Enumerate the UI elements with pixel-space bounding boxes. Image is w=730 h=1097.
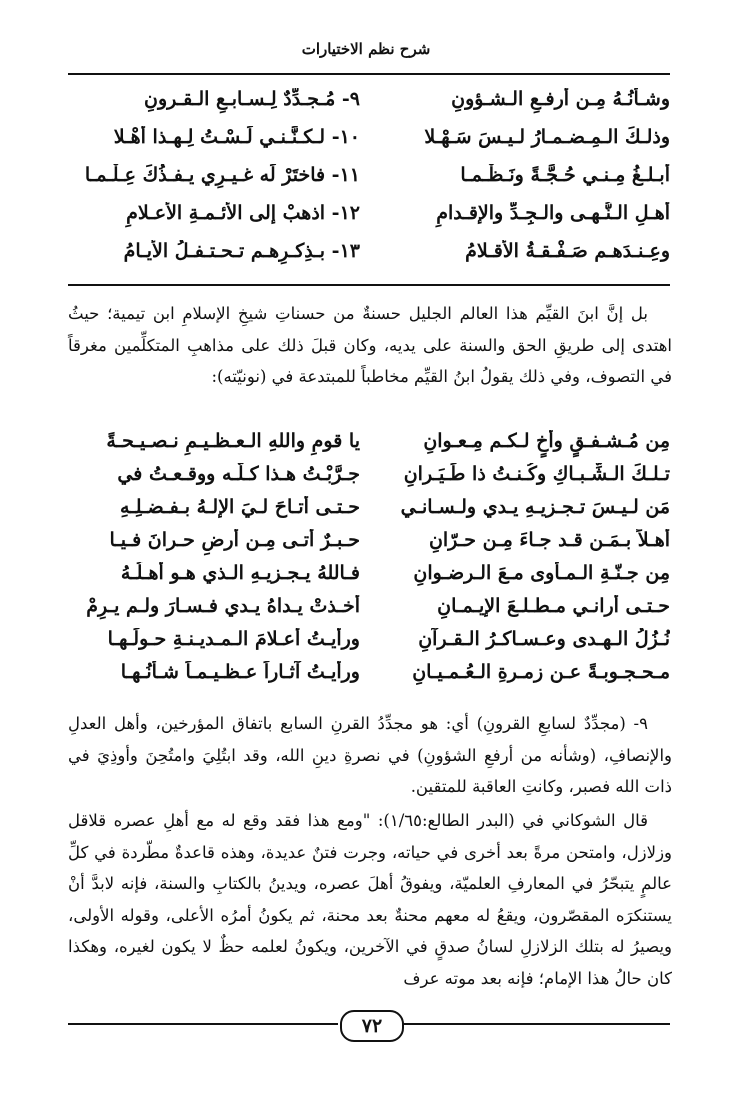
verse-right-hemistich: فـاللهُ يـجـزيـهِ الـذي هـو أهـلُـهُ xyxy=(120,562,360,584)
verse-right-hemistich: حـتـى أتـاحَ لـيَ الإلـهُ بـفـضـلِـهِ xyxy=(119,496,360,518)
verse-row xyxy=(70,240,670,278)
verse-right-hemistich: ١٢- اذهبْ إلى الأئـمـةِ الأعـلامِ xyxy=(126,202,360,224)
header-rule xyxy=(68,73,670,75)
verse-left-hemistich: أهـلاً بـمَـن قـد جـاءَ مِـن حـرّانِ xyxy=(428,529,670,551)
verse-row xyxy=(70,463,670,496)
shawkani-paragraph: قال الشوكاني في (البدر الطالع:١/٦٥): "ومع هذا فقد وقع له مع أهلِ عصره قلاقل وزلازل، وامتحن مرةً بعد أخرى في حياته، وجرت فتنٌ عديدة، وهذه قاعدةٌ مطّردة في كلِّ عالمٍ يتبحّرُ في المعارفِ العلميّة، ويفوقُ أهلَ عصره، ويدينُ بالكتابِ والسنة، فإنه لابدَّ أنْ يستنكرَه المقصّرون، ويقعُ له معهم محنةٌ بعد محنة، ثم يكونُ أمرُه الأعلى، وقوله الأولى، ويصيرُ له بتلك الزلازلِ لسانُ صدقٍ في الآخرين، ويكونُ لعلمه حظٌ لا يكون لغيره، وهكذا كان حالُ هذا الإمام؛ فإنه بعد موته عرف xyxy=(68,811,672,988)
verse-left-hemistich: مـحـجـوبـةً عـن زمـرةِ الـعُـمـيـانِ xyxy=(412,661,670,683)
verse-left-hemistich: تـلـكَ الـشِّـبـاكِ وكُـنـتُ ذا طَـيَـرانِ xyxy=(403,463,670,485)
commentary-block xyxy=(68,708,672,803)
footer-rule-right xyxy=(402,1023,670,1025)
verse-row xyxy=(70,595,670,628)
verse-left-hemistich: أهـلِ الـنُّـهـى والـجِـدِّ والإقـدامِ xyxy=(436,202,670,224)
intro-paragraph: بل إنَّ ابنَ القيِّم هذا العالم الجليل حسنةٌ من حسناتِ شيخِ الإسلامِ ابن تيمية؛ حيثُ اهتدى إلى طريقِ الحق والسنة على يديه، وكان قبلَ ذلك على مذاهبِ المتكلِّمين مغرقاً في التصوف، وفي ذلك يقولُ ابنُ القيِّم مخاطباً للمبتدعة في (نونيّته): xyxy=(68,304,672,386)
verse-left-hemistich: أبـلـغُ مِـنـي حُـجَّـةً ونَـظْـمـا xyxy=(460,164,670,186)
verse-right-hemistich: ورأيـتُ آثـاراً عـظـيـمـاً شـأنُـهـا xyxy=(120,661,360,683)
poem-two xyxy=(70,430,670,694)
verse-left-hemistich: نُـزُلُ الـهـدى وعـسـاكـرُ الـقـرآنِ xyxy=(418,628,670,650)
footer-rule-left xyxy=(68,1023,338,1025)
verse-right-hemistich: ٩- مُـجـدِّدٌ لِـسـابـعِ الـقـرونِ xyxy=(143,88,360,110)
poem-one xyxy=(70,88,670,278)
verse-right-hemistich: ١٠- لـكـنَّـنـي لَـسْـتُ لِـهـذا أهْـلا xyxy=(113,126,360,148)
verse-row xyxy=(70,529,670,562)
verse-row xyxy=(70,88,670,126)
verse-left-hemistich: مَن لـيـسَ تـجـزيـهِ يـدي ولـسـانـي xyxy=(400,496,670,518)
verse-right-hemistich: يا قومِ واللهِ الـعـظـيـمِ نـصـيـحـةً xyxy=(106,430,360,452)
page-header-title: شرح نظم الاختيارات xyxy=(301,40,431,58)
section-rule xyxy=(68,284,670,286)
verse-right-hemistich: أخـذتْ يـداهُ يـدي فـسـارَ ولـم يـرِمْ xyxy=(86,595,360,617)
intro-paragraph-block xyxy=(68,298,672,393)
verse-left-hemistich: مِن مُـشـفـقٍ وأخٍ لـكـم مِـعـوانِ xyxy=(423,430,670,452)
shawkani-block xyxy=(68,805,672,994)
verse-row xyxy=(70,661,670,694)
verse-row xyxy=(70,628,670,661)
verse-row xyxy=(70,430,670,463)
verse-left-hemistich: حـتـى أرانـي مـطـلـعَ الإيـمـانِ xyxy=(437,595,670,617)
verse-row xyxy=(70,496,670,529)
verse-right-hemistich: ورأيـتُ أعـلامَ الـمـديـنـةِ حـولَـهـا xyxy=(107,628,360,650)
verse-left-hemistich: وعِـنـدَهـم صَـفْـقـةُ الأقـلامُ xyxy=(465,240,670,262)
verse-left-hemistich: وشـأنُـهُ مِـن أرفـعِ الـشـؤونِ xyxy=(451,88,670,110)
commentary-paragraph: ٩- (مجدِّدٌ لسابعِ القرونِ) أي: هو مجدِّدُ القرنِ السابع باتفاق المؤرخين، وأهل العدلِ والإنصافِ، (وشأنه من أرفعِ الشؤونِ) في نصرةِ دينِ الله، وقد ابتُلِيَ وامتُحِنَ وأوذِيَ في ذات الله فصبر، وكانتِ العاقبة للمتقين. xyxy=(68,714,672,796)
verse-right-hemistich: جـرَّبْـتُ هـذا كـلَّـه ووقـعـتُ في xyxy=(117,463,360,485)
verse-right-hemistich: حـبـرٌ أتـى مِـن أرضِ حـرانَ فـيـا xyxy=(109,529,360,551)
verse-row xyxy=(70,164,670,202)
verse-row xyxy=(70,126,670,164)
verse-left-hemistich: مِن جـنّـةِ الـمـأوى مـعَ الـرضـوانِ xyxy=(413,562,670,584)
verse-row xyxy=(70,562,670,595)
verse-right-hemistich: ١١- فاختَرْ لَه غـيـرِي يـفـذُكَ عِـلْـمـا xyxy=(84,164,360,186)
verse-row xyxy=(70,202,670,240)
verse-left-hemistich: وذلـكَ الـمِـضـمـارُ لـيـسَ سَـهْـلا xyxy=(424,126,670,148)
page-number: ٧٢ xyxy=(340,1010,404,1042)
verse-right-hemistich: ١٣- بـذِكـرِهـم تـحـتـفـلُ الأيـامُ xyxy=(123,240,360,262)
